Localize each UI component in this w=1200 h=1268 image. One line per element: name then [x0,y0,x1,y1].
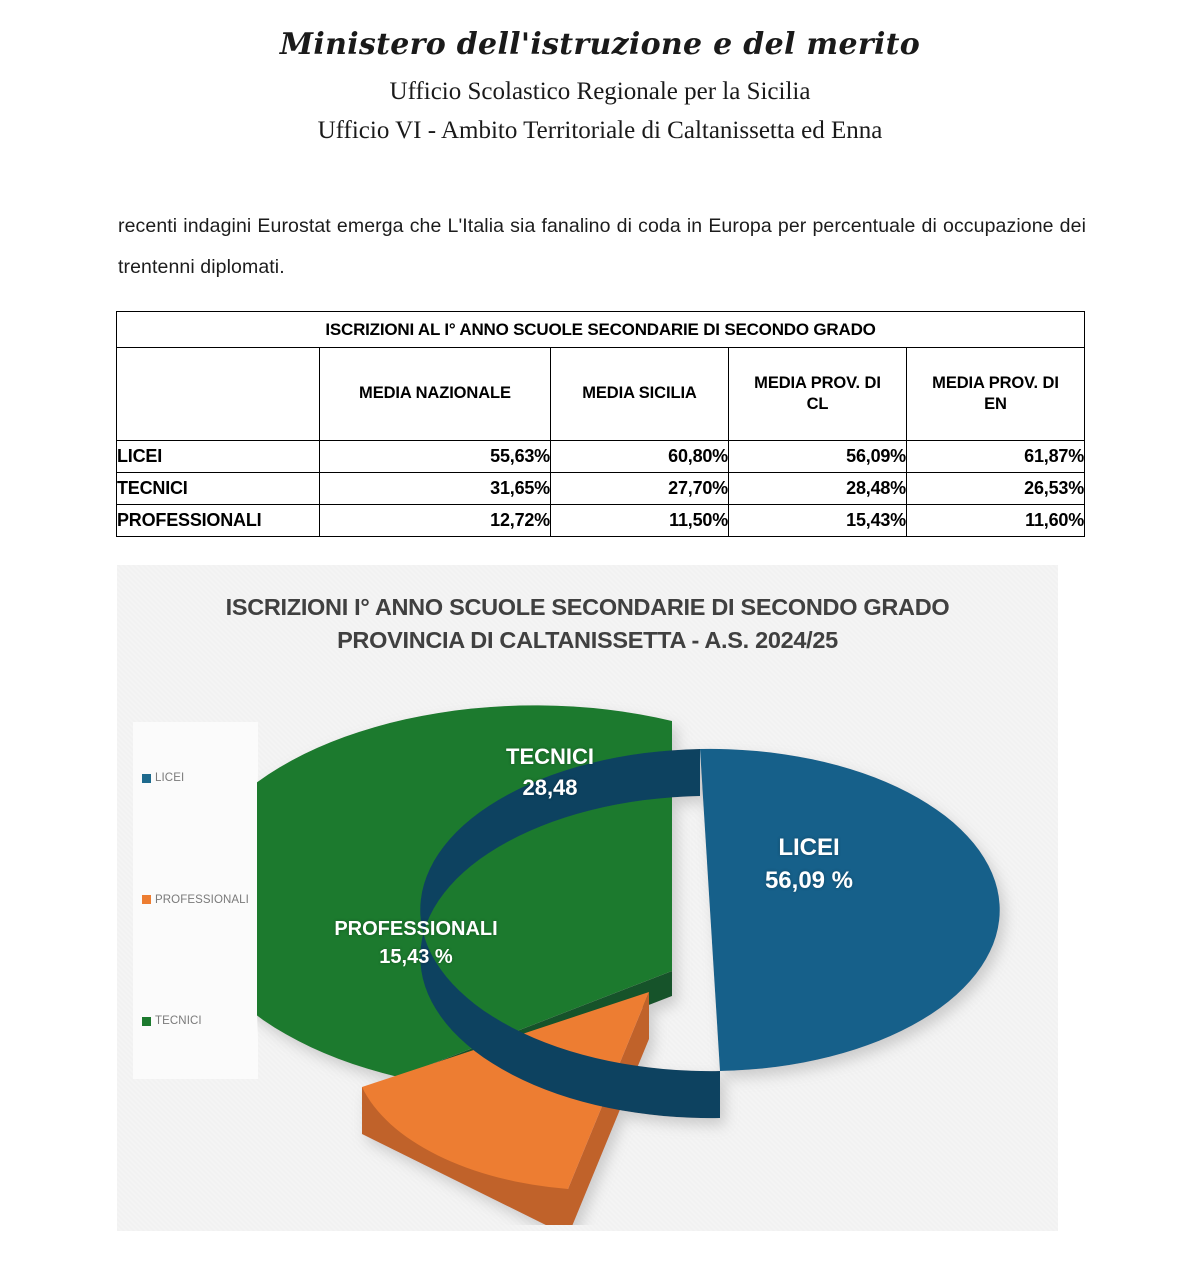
slice-label-professionali-value: 15,43 % [379,946,453,968]
legend-item-tecnici[interactable] [133,1015,258,1027]
cell-licei-en: 61,87% [907,441,1085,473]
chart-title-line1: ISCRIZIONI I° ANNO SCUOLE SECONDARIE DI SECONDO GRADO [225,594,950,620]
local-office-title: Ufficio VI - Ambito Territoriale di Caltanissetta ed Enna [317,117,883,144]
pie-chart-panel [117,565,1058,1231]
slice-label-tecnici-value: 28,48 [522,774,578,800]
column-header-prov-en-line2: EN [984,395,1007,413]
table-title-row [117,312,1085,348]
row-label-professionali: PROFESSIONALI [117,505,320,537]
cell-licei-sicilia: 60,80% [551,441,729,473]
cell-licei-nazionale: 55,63% [320,441,551,473]
column-header-prov-cl [729,348,907,441]
slice-label-licei-value: 56,09 % [764,867,854,894]
cell-licei-cl: 56,09% [729,441,907,473]
chart-title-line2: PROVINCIA DI CALTANISSETTA - A.S. 2024/25 [337,627,838,654]
legend-swatch-icon [142,1017,151,1026]
slice-label-professionali-name: PROFESSIONALI [334,918,498,940]
legend-label-licei: LICEI [155,772,185,784]
chart-legend [133,722,258,1079]
legend-label-professionali: PROFESSIONALI [155,893,249,906]
cell-tecnici-sicilia: 27,70% [551,473,729,505]
table-title: ISCRIZIONI AL I° ANNO SCUOLE SECONDARIE DI SECONDO GRADO [117,312,1085,348]
body-paragraph: recenti indagini Eurostat emerga che L'Italia sia fanalino di coda in Europa per percentuale di occupazione dei trentenni diplomati. [118,214,1086,279]
row-label-tecnici: TECNICI [117,473,320,505]
legend-swatch-icon [142,895,151,904]
column-header-nazionale: MEDIA NAZIONALE [320,348,551,441]
table-row [117,473,1085,505]
column-header-prov-cl-line2: CL [806,395,829,413]
slice-label-tecnici-name: TECNICI [506,744,594,769]
slice-label-licei-name: LICEI [778,834,840,861]
column-header-sicilia: MEDIA SICILIA [551,348,729,441]
legend-swatch-icon [142,774,151,783]
cell-professionali-sicilia: 11,50% [551,505,729,537]
cell-professionali-cl: 15,43% [729,505,907,537]
legend-label-tecnici: TECNICI [155,1015,202,1027]
ministry-title: Ministero dell'istruzione e del merito [279,27,921,62]
table-row [117,505,1085,537]
regional-office-title: Ufficio Scolastico Regionale per la Sicilia [389,77,811,105]
enrollment-table [116,311,1085,537]
cell-tecnici-cl: 28,48% [729,473,907,505]
legend-item-licei[interactable] [133,772,258,784]
cell-tecnici-en: 26,53% [907,473,1085,505]
column-header-prov-cl-line1: MEDIA PROV. DI [754,373,881,392]
cell-tecnici-nazionale: 31,65% [320,473,551,505]
cell-professionali-en: 11,60% [907,505,1085,537]
column-header-prov-en-line1: MEDIA PROV. DI [932,373,1059,392]
table-row [117,441,1085,473]
column-header-blank [117,348,320,441]
legend-item-professionali[interactable] [133,894,258,906]
table-header-row [117,348,1085,441]
pie-chart-graphic [257,645,1057,1225]
letterhead [0,0,1200,148]
row-label-licei: LICEI [117,441,320,473]
cell-professionali-nazionale: 12,72% [320,505,551,537]
column-header-prov-en [907,348,1085,441]
